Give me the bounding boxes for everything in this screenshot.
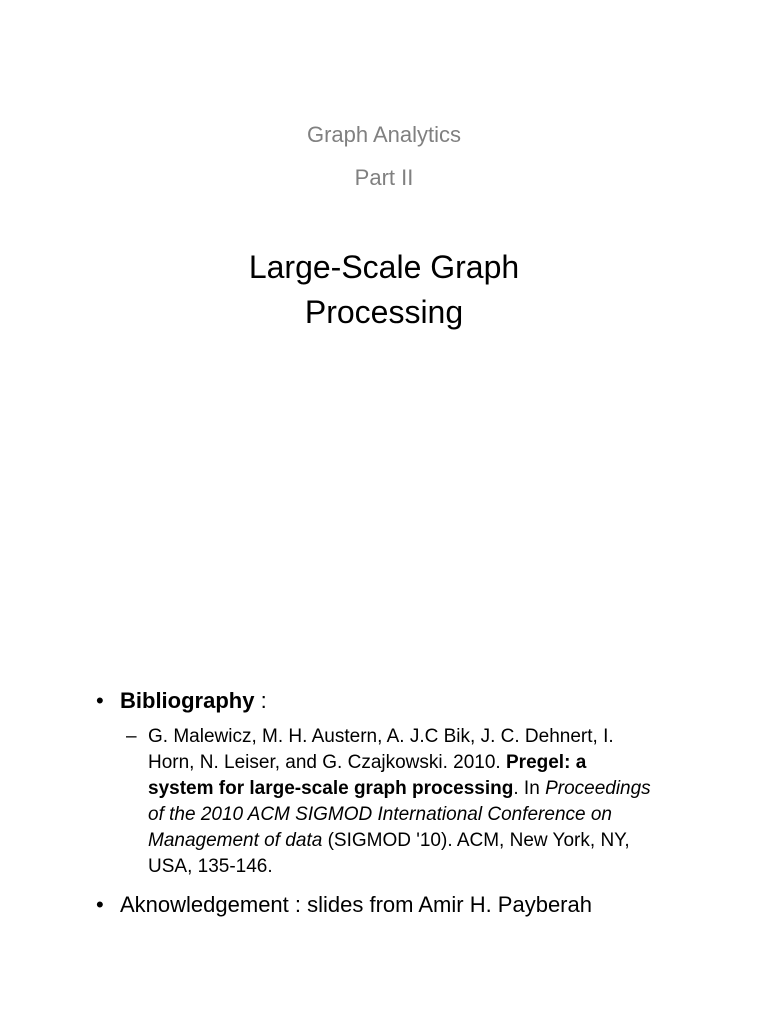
slide-title: [0, 245, 768, 335]
reference-authors: G. Malewicz, M. H. Austern, A. J.C Bik, J. C. Dehnert, I. Horn, N. Leiser, and G. Czajkowski. 2010.: [148, 726, 614, 773]
subtitle-line-1: Graph Analytics: [306, 122, 462, 147]
bibliography-bullet: [96, 686, 656, 716]
title-line-1: Large-Scale Graph: [248, 249, 520, 285]
bullet-marker: •: [96, 688, 104, 713]
sub-bullet-marker: –: [126, 726, 137, 747]
acknowledgement-bullet: [96, 890, 656, 920]
reference-paper-title: Pregel: a system for large-scale graph processing: [148, 752, 587, 799]
slide-subtitle: [0, 113, 768, 199]
title-line-2: Processing: [304, 294, 464, 330]
bullet-marker: •: [96, 892, 104, 917]
bullet-list: [96, 686, 656, 920]
reference-in-text: . In: [513, 778, 546, 799]
bibliography-suffix: :: [254, 688, 267, 713]
bibliography-label: Bibliography: [120, 688, 255, 713]
reference-details: (SIGMOD '10). ACM, New York, NY, USA, 135-146.: [148, 830, 630, 877]
reference-entry: [126, 724, 656, 880]
reference-venue: Proceedings of the 2010 ACM SIGMOD International Conference on Management of data: [148, 778, 651, 851]
acknowledgement-text: Aknowledgement : slides from Amir H. Payberah: [120, 892, 592, 917]
subtitle-line-2: Part II: [354, 165, 414, 190]
